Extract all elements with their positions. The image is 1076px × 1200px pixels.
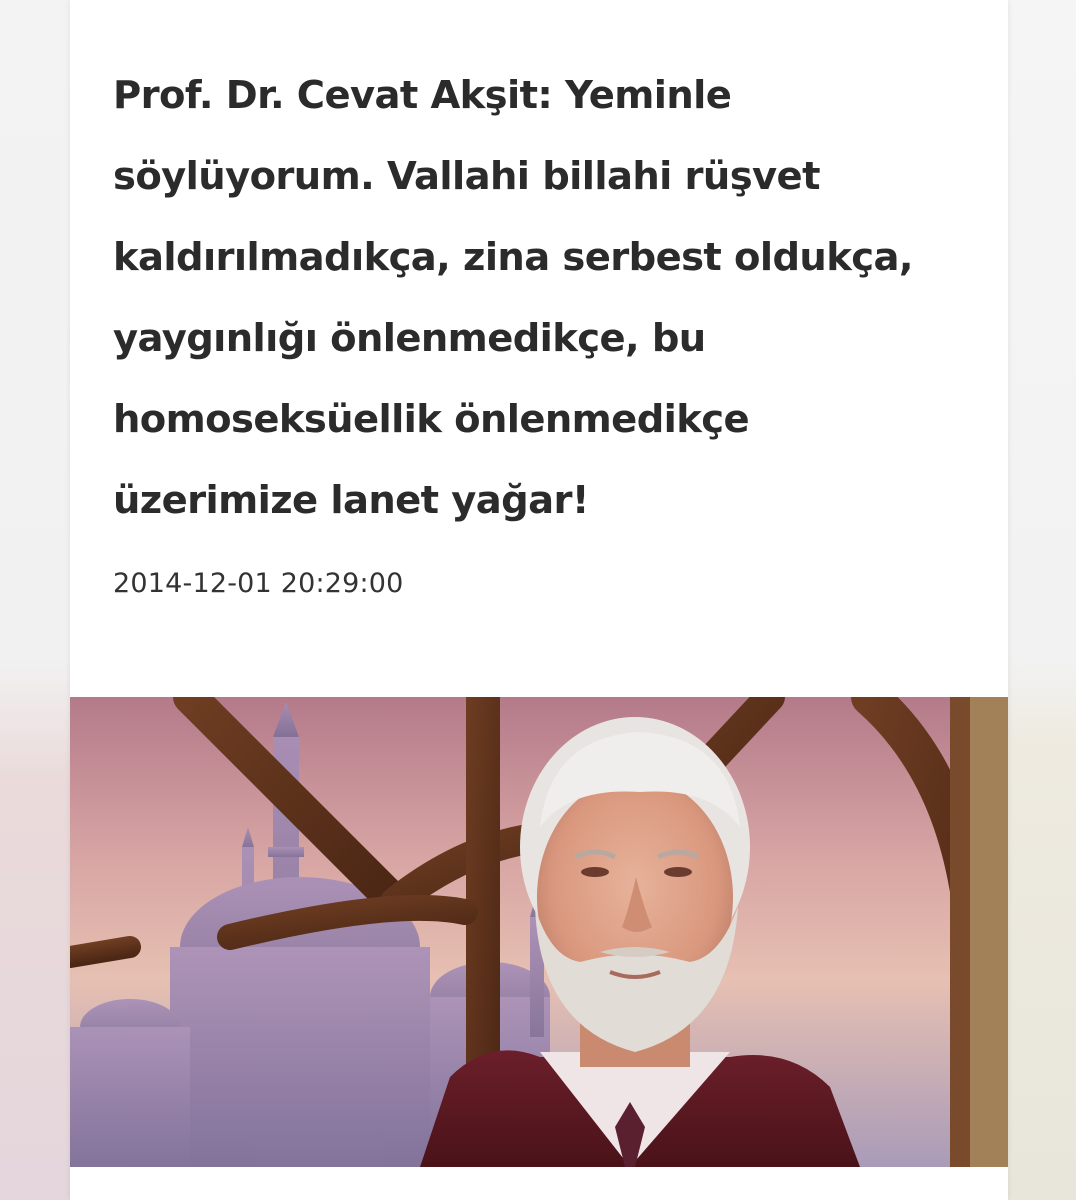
headline-line-6: üzerimize lanet yağar! — [113, 478, 589, 523]
headline-line-5: homoseksüellik önlenmedikçe — [113, 397, 749, 442]
article-timestamp: 2014-12-01 20:29:00 — [113, 568, 404, 599]
article-photo[interactable] — [70, 697, 1008, 1167]
headline-line-3: kaldırılmadıkça, zina serbest oldukça, — [113, 235, 913, 280]
article-card — [70, 0, 1008, 1200]
article-headline[interactable] — [113, 55, 993, 541]
page-background-right — [1008, 0, 1076, 1200]
headline-line-4: yaygınlığı önlenmedikçe, bu — [113, 316, 706, 361]
headline-line-1: Prof. Dr. Cevat Akşit: Yeminle — [113, 73, 732, 118]
article-bottom-strip — [70, 1167, 1008, 1200]
page-background-left — [0, 0, 70, 1200]
article-photo-illustration — [70, 697, 1008, 1167]
headline-line-2: söylüyorum. Vallahi billahi rüşvet — [113, 154, 820, 199]
